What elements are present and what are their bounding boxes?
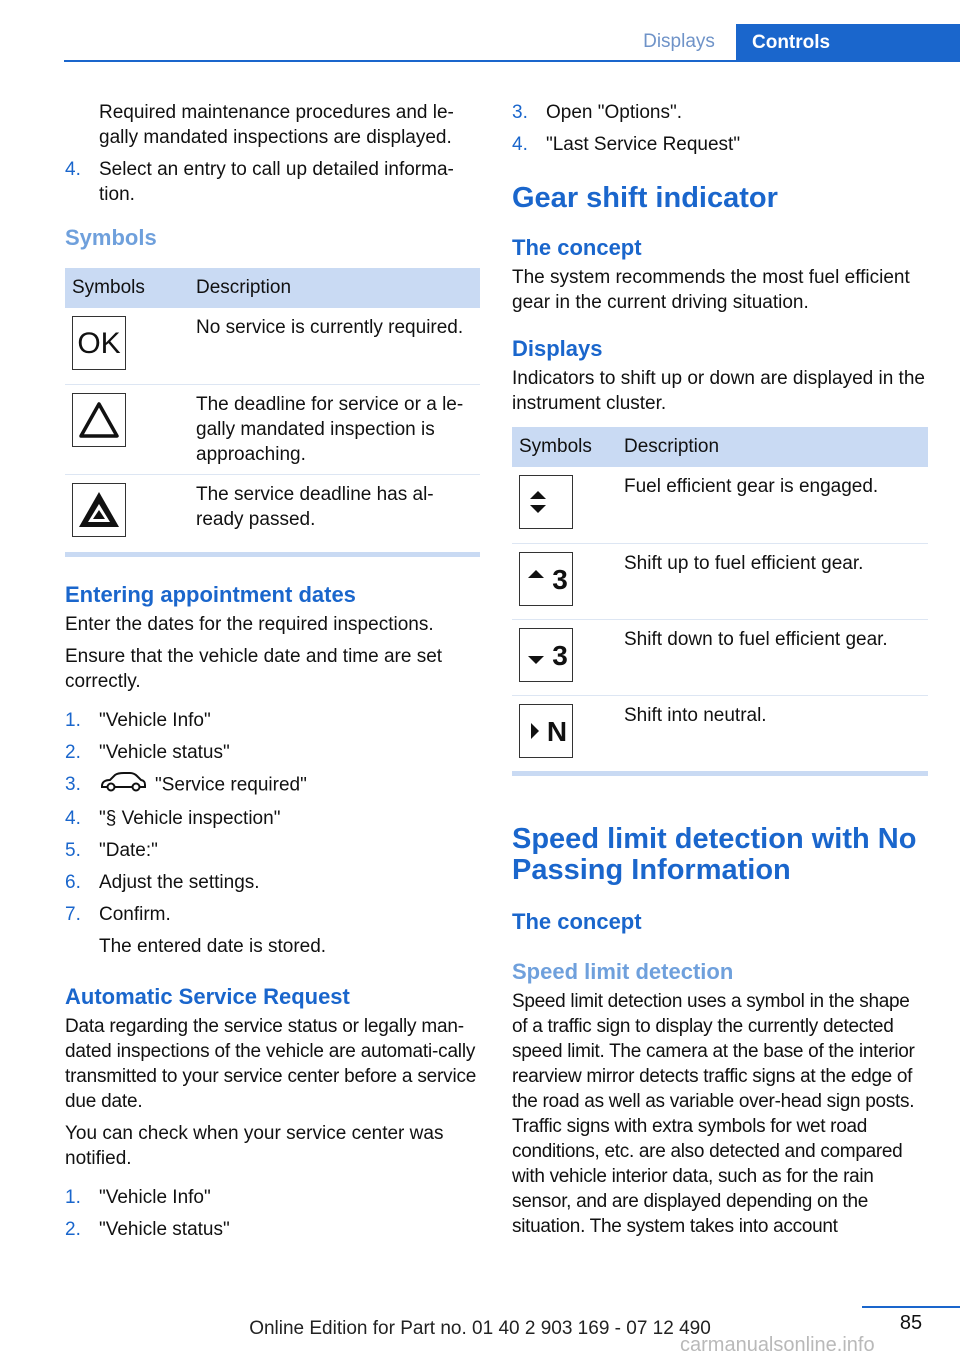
table-end-rule	[512, 771, 928, 776]
left-column	[65, 100, 480, 1249]
paragraph: Ensure that the vehicle date and time are set correctly.	[65, 646, 443, 692]
table-row	[512, 619, 928, 695]
service-symbols-table	[65, 268, 480, 552]
table-cell: The service deadline has al-ready passed.	[196, 483, 434, 530]
list-item	[65, 740, 480, 765]
page-number: 85	[899, 1312, 923, 1334]
list-item	[65, 838, 480, 863]
list-number: 1.	[65, 1187, 81, 1208]
table-cell: No service is currently required.	[189, 308, 480, 384]
tab-displays: Displays	[643, 31, 715, 52]
gear-number: 3	[552, 639, 568, 671]
gear-symbols-table	[512, 427, 928, 771]
table-row	[65, 384, 480, 474]
table-cell: Shift down to fuel efficient gear.	[617, 619, 928, 695]
col-symbols: Symbols	[65, 268, 189, 308]
list-text: Select an entry to call up detailed informa-tion.	[99, 159, 454, 205]
table-cell: The deadline for service or a le-gally mandated inspection is approaching.	[189, 384, 480, 474]
watermark: carmanualsonline.info	[680, 1334, 875, 1356]
list-item	[65, 157, 480, 207]
list-number: 2.	[65, 1219, 81, 1240]
list-item	[65, 870, 480, 895]
footer-edition: Online Edition for Part no. 01 40 2 903 169 - 07 12 490	[249, 1318, 711, 1339]
paragraph-required: Required maintenance procedures and le-gally mandated inspections are displayed.	[99, 102, 454, 148]
table-cell: Fuel efficient gear is engaged.	[617, 467, 928, 543]
paragraph: Speed limit detection uses a symbol in the shape of a traffic sign to display the currently detected speed limit. The camera at the base of the interior rearview mirror detects traffic signs at the edge of the road as well as variable over-head sign posts. Traffic signs with extra symbols for wet road conditions, etc. are also detected and compared with vehicle interior data, such as for the rain sensor, and are displayed depending on the situation. The system takes into account	[512, 991, 915, 1237]
list-item	[65, 708, 480, 733]
list-number: 7.	[65, 904, 81, 925]
auto-steps-list	[65, 1185, 480, 1242]
list-number: 3.	[512, 102, 528, 123]
displays-heading: Displays	[512, 336, 603, 361]
list-text: "Vehicle Info"	[99, 710, 211, 731]
right-column	[512, 100, 928, 1239]
tab-controls: Controls	[736, 24, 960, 62]
list-item	[65, 902, 480, 927]
shift-neutral-icon	[519, 704, 573, 758]
stored-note: The entered date is stored.	[99, 936, 327, 957]
list-item	[65, 806, 480, 831]
table-cell: Shift up to fuel efficient gear.	[617, 543, 928, 619]
table-row	[65, 474, 480, 552]
table-row	[65, 308, 480, 384]
entering-heading: Entering appointment dates	[65, 582, 356, 607]
list-item	[65, 772, 480, 799]
list-number: 5.	[65, 840, 81, 861]
car-icon	[99, 772, 147, 799]
list-text: "Vehicle status"	[99, 1219, 230, 1240]
table-row	[512, 467, 928, 543]
concept-heading: The concept	[512, 909, 642, 934]
paragraph: Indicators to shift up or down are displayed in the instrument cluster.	[512, 368, 925, 414]
warning-triangle-icon	[72, 393, 126, 447]
col-description: Description	[189, 268, 480, 308]
speed-heading: Speed limit detection with No Passing Information	[512, 823, 917, 886]
list-text: "Date:"	[99, 840, 158, 861]
list-text: "Last Service Request"	[546, 134, 741, 155]
list-text: "Service required"	[155, 774, 307, 796]
list-text: Confirm.	[99, 904, 171, 925]
paragraph: The system recommends the most fuel efficient gear in the current driving situation.	[512, 267, 910, 313]
filled-warning-triangle-icon	[72, 483, 126, 537]
list-item	[512, 100, 928, 125]
svg-text:OK: OK	[77, 327, 121, 360]
shift-down-icon	[519, 628, 573, 682]
list-item	[512, 132, 928, 157]
paragraph: Data regarding the service status or legally man-dated inspections of the vehicle are automati-cally transmitted to your service center before a service due date.	[65, 1016, 477, 1112]
header-rule	[64, 60, 960, 62]
paragraph: You can check when your service center was notified.	[65, 1123, 444, 1169]
table-end-rule	[65, 552, 480, 557]
table-cell: Shift into neutral.	[624, 704, 767, 726]
gear-number: 3	[552, 563, 568, 595]
gear-heading: Gear shift indicator	[512, 182, 778, 214]
list-number: 4.	[65, 808, 81, 829]
list-number: 2.	[65, 742, 81, 763]
list-number: 4.	[512, 134, 528, 155]
table-header	[512, 427, 928, 467]
ok-icon	[72, 316, 126, 370]
list-text: "Vehicle status"	[99, 742, 230, 763]
col-symbols: Symbols	[512, 427, 617, 467]
list-number: 1.	[65, 710, 81, 731]
list-number: 3.	[65, 774, 81, 795]
speed-subheading: Speed limit detection	[512, 959, 734, 984]
paragraph: Enter the dates for the required inspections.	[65, 614, 434, 635]
table-row	[512, 543, 928, 619]
list-text: Adjust the settings.	[99, 872, 260, 893]
shift-up-icon	[519, 552, 573, 606]
gear-engaged-icon	[519, 475, 573, 529]
symbols-heading: Symbols	[65, 225, 157, 250]
list-number: 4.	[65, 159, 81, 180]
list-number: 6.	[65, 872, 81, 893]
col-description: Description	[617, 427, 928, 467]
page-number-rule	[862, 1306, 960, 1308]
list-item	[65, 1217, 480, 1242]
table-header	[65, 268, 480, 308]
gear-letter: N	[546, 715, 568, 747]
list-text: Open "Options".	[546, 102, 683, 123]
table-row	[512, 695, 928, 771]
list-item	[65, 1185, 480, 1210]
steps-list	[65, 708, 480, 959]
auto-heading: Automatic Service Request	[65, 984, 350, 1009]
concept-heading: The concept	[512, 235, 642, 260]
list-text: "§ Vehicle inspection"	[99, 808, 281, 829]
list-text: "Vehicle Info"	[99, 1187, 211, 1208]
